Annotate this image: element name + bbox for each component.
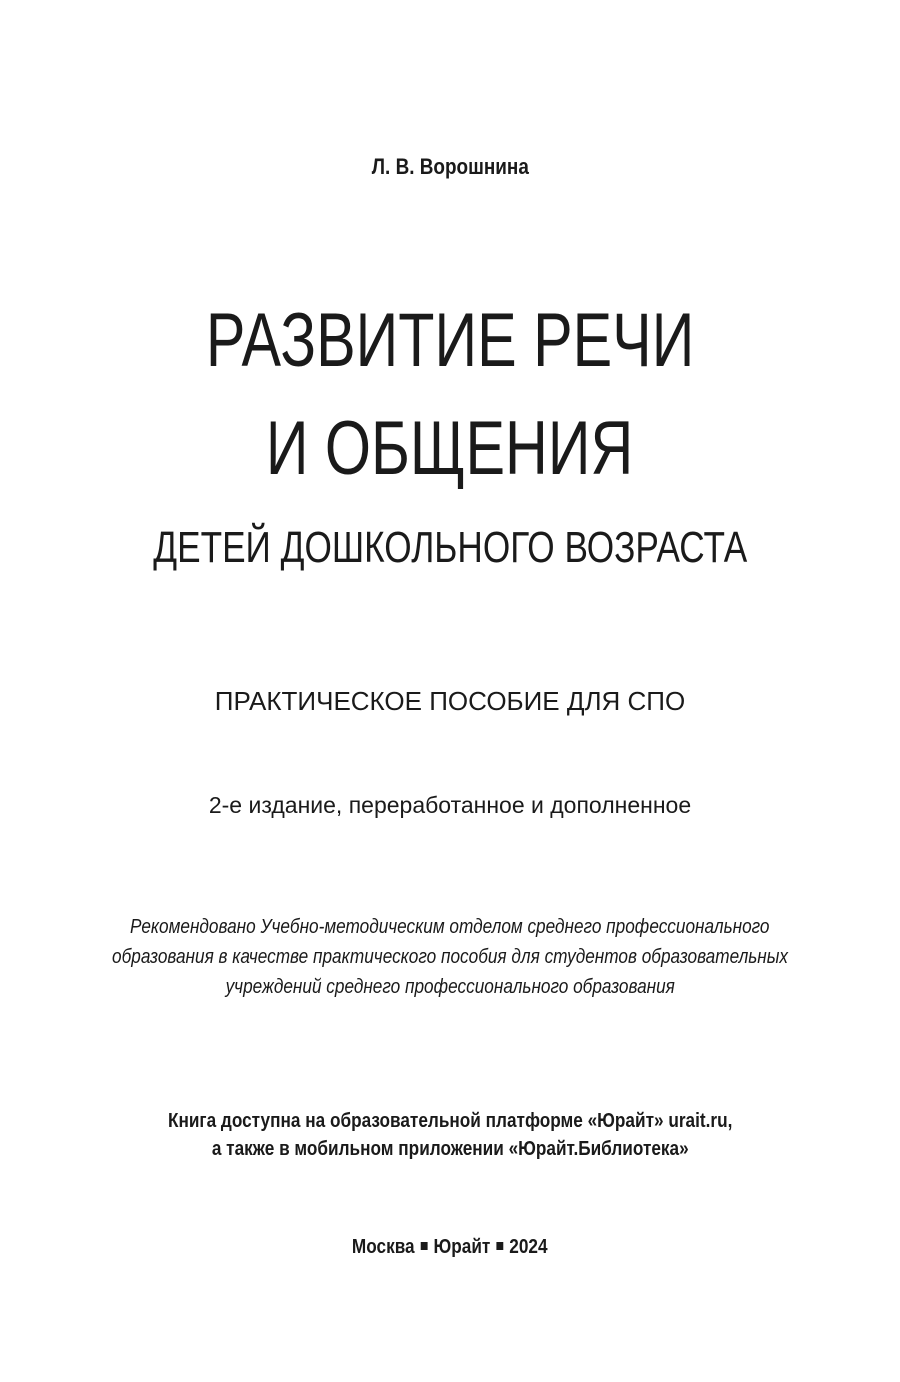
separator-square-icon <box>421 1242 428 1250</box>
recommendation-line-2 <box>0 946 900 969</box>
imprint-year: 2024 <box>509 1236 548 1258</box>
availability-line-1 <box>0 1110 900 1133</box>
availability-line-2 <box>0 1138 900 1161</box>
book-title-line-1-text: РАЗВИТИЕ РЕЧИ <box>205 298 695 383</box>
separator-square-icon <box>497 1242 504 1250</box>
imprint <box>0 1236 900 1259</box>
imprint-text <box>352 1236 548 1259</box>
book-purpose: ПРАКТИЧЕСКОЕ ПОСОБИЕ ДЛЯ СПО <box>214 686 686 716</box>
book-title-line-2 <box>0 404 900 494</box>
recommendation-line-3-text: учреждений среднего профессионального образования <box>225 976 675 998</box>
book-subtitle-text: ДЕТЕЙ ДОШКОЛЬНОГО ВОЗРАСТА <box>152 523 748 572</box>
edition-note: 2-е издание, переработанное и дополненное <box>208 792 692 818</box>
availability-line-2-text: а также в мобильном приложении «Юрайт.Библиотека» <box>211 1138 689 1160</box>
recommendation-line-2-text: образования в качестве практического пособия для студентов образовательных <box>111 946 789 968</box>
imprint-city: Москва <box>352 1236 415 1258</box>
book-title-line-2-text: И ОБЩЕНИЯ <box>266 406 634 491</box>
availability-line-1-text: Книга доступна на образовательной платформе «Юрайт» urait.ru, <box>167 1110 733 1132</box>
book-title-line-1 <box>0 296 900 386</box>
book-subtitle <box>0 520 900 576</box>
recommendation-line-1 <box>0 916 900 939</box>
imprint-publisher: Юрайт <box>433 1236 491 1258</box>
recommendation-line-3 <box>0 976 900 999</box>
author-name <box>0 154 900 180</box>
author-text: Л. В. Ворошнина <box>371 154 529 179</box>
recommendation-line-1-text: Рекомендовано Учебно-методическим отделом среднего профессионального <box>130 916 770 938</box>
